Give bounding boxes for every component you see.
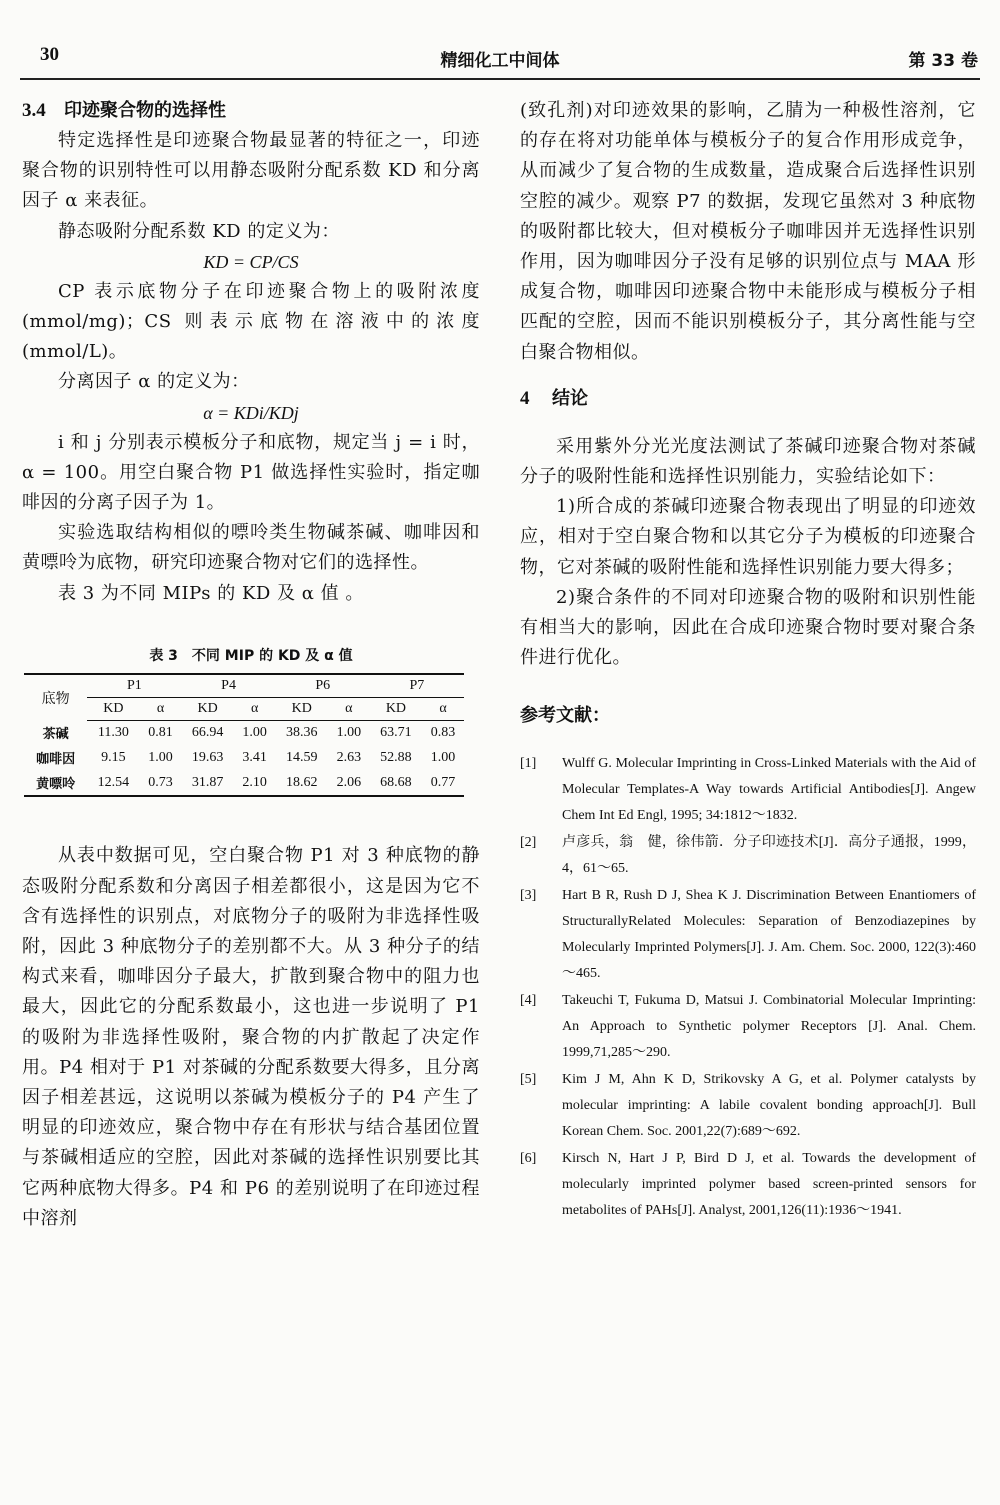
reference-item bbox=[520, 1146, 976, 1224]
paragraph: 静态吸附分配系数 KD 的定义为： bbox=[58, 220, 340, 242]
reference-item bbox=[520, 883, 976, 987]
table-cell: 19.63 bbox=[191, 749, 224, 765]
reference-list bbox=[520, 751, 976, 1224]
group-header: P6 bbox=[276, 674, 370, 698]
paragraph: 特定选择性是印迹聚合物最显著的特征之一，印迹聚合物的识别特性可以用静态吸附分配系数 KD 和分离因子 α 来表征。 bbox=[22, 130, 480, 212]
volume-label: 第 33 卷 bbox=[908, 51, 978, 71]
paragraph: 实验选取结构相似的嘌呤类生物碱茶碱、咖啡因和黄嘌呤为底物，研究印迹聚合物对它们的选择性。 bbox=[22, 522, 480, 574]
section-title: 印迹聚合物的选择性 bbox=[64, 100, 226, 121]
reference-number: [3] bbox=[520, 888, 537, 904]
reference-item bbox=[520, 1067, 976, 1145]
sub-header-alpha: α bbox=[328, 697, 370, 720]
sub-header-kd: KD bbox=[87, 697, 139, 720]
table-cell: 11.30 bbox=[97, 725, 129, 741]
table-cell: 31.87 bbox=[181, 770, 233, 796]
left-column bbox=[22, 96, 480, 1234]
sub-header-alpha: α bbox=[140, 697, 182, 720]
paragraph: i 和 j 分别表示模板分子和底物，规定当 j = i 时，α = 100。用空白聚合物 P1 做选择性实验时，指定咖啡因的分离子因子为 1。 bbox=[22, 431, 480, 514]
table-cell: 0.77 bbox=[422, 770, 464, 796]
page-number: 30 bbox=[40, 44, 59, 65]
sub-header-alpha: α bbox=[422, 697, 464, 720]
sub-header-alpha: α bbox=[234, 697, 276, 720]
table-row bbox=[24, 770, 464, 796]
formula-kd: KD = CP/CS bbox=[203, 251, 299, 272]
table-cell: 2.06 bbox=[328, 770, 370, 796]
reference-number: [1] bbox=[520, 756, 537, 772]
group-header: P1 bbox=[87, 674, 181, 698]
section-title: 结论 bbox=[552, 387, 588, 409]
row-header: 底物 bbox=[24, 674, 87, 721]
table-cell: 2.63 bbox=[336, 749, 362, 765]
right-column bbox=[520, 96, 976, 1225]
table-cell: 2.10 bbox=[234, 770, 276, 796]
section-number: 4 bbox=[520, 387, 530, 409]
page-header bbox=[20, 44, 980, 80]
paragraph: CP 表示底物分子在印迹聚合物上的吸附浓度(mmol/mg)；CS 则表示底物在溶液中的浓度(mmol/L)。 bbox=[22, 280, 480, 363]
table-cell: 12.54 bbox=[87, 770, 139, 796]
reference-item bbox=[520, 830, 976, 882]
reference-item bbox=[520, 751, 976, 829]
formula-alpha: α = KDi/KDj bbox=[203, 402, 299, 423]
reference-text: Kim J M, Ahn K D, Strikovsky A G, et al. Polymer catalysts by molecular imprinting: A labile covalent bonding approach[J]. Bull Korean Chem. Soc. 2001,22(7):689～692. bbox=[562, 1072, 976, 1140]
reference-number: [5] bbox=[520, 1072, 537, 1088]
table-cell: 1.00 bbox=[148, 749, 173, 765]
paragraph: 表 3 为不同 MIPs 的 KD 及 α 值 。 bbox=[58, 582, 364, 604]
reference-text: Wulff G. Molecular Imprinting in Cross-Linked Materials with the Aid of Molecular Templates-A Way towards Artificial Antibodies[J]. Angew Chem Int Ed Engl, 1995; 34:1812～1832. bbox=[562, 756, 976, 824]
table-cell: 9.15 bbox=[101, 749, 126, 765]
paragraph: 从表中数据可见，空白聚合物 P1 对 3 种底物的静态吸附分配系数和分离因子相差都很小，这是因为它不含有选择性的识别点，对底物分子的吸附为非选择性吸附，因此 3 种底物分子的差别都不大。从 3 种分子的结构式来看，咖啡因分子最大，扩散到聚合物中的阻力也最大，因此它的分配系数最小，这也进一步说明了 P1 的吸附为非选择性吸附，聚合物的内扩散起了决定作用。P4 相对于 P1 对茶碱的分配系数要大得多，且分离因子相差甚远，这说明以茶碱为模板分子的 P4 产生了明显的印迹效应，聚合物中存在有形状与结合基团位置与茶碱相适应的空腔，因此对茶碱的选择性识别要比其它两种底物大得多。P4 和 P6 的差别说明了在印迹过程中溶剂 bbox=[22, 845, 480, 1229]
reference-number: [6] bbox=[520, 1151, 537, 1167]
section-number: 3.4 bbox=[22, 100, 46, 121]
substrate-name: 茶碱 bbox=[42, 727, 69, 743]
substrate-name: 黄嘌呤 bbox=[24, 770, 87, 796]
group-header: P7 bbox=[370, 674, 464, 698]
paragraph: 分离因子 α 的定义为： bbox=[58, 371, 250, 393]
table-cell: 63.71 bbox=[380, 725, 412, 741]
table-row bbox=[24, 745, 464, 770]
table-cell: 66.94 bbox=[191, 725, 224, 741]
table-row bbox=[24, 720, 464, 745]
sub-header-kd: KD bbox=[276, 697, 328, 720]
paragraph: 2)聚合条件的不同对印迹聚合物的吸附和识别性能有相当大的影响，因此在合成印迹聚合物时要对聚合条件进行优化。 bbox=[520, 586, 976, 669]
paragraph: 采用紫外分光光度法测试了茶碱印迹聚合物对茶碱分子的吸附性能和选择性识别能力，实验结论如下： bbox=[520, 435, 976, 488]
reference-item bbox=[520, 988, 976, 1066]
journal-title: 精细化工中间体 bbox=[440, 51, 560, 71]
reference-text: Hart B R, Rush D J, Shea K J. Discrimination Between Enantiomers of StructurallyRelated Molecules: Separation of Benzodiazepines by Molecularly Imprinted Polymers[J]. J. Am. Chem. Soc. 2000, 122(3):460～465. bbox=[562, 888, 976, 982]
section-4-heading bbox=[520, 384, 976, 414]
reference-text: 卢彦兵，翁 健，徐伟箭．分子印迹技术[J]．高分子通报，1999，4，61～65. bbox=[562, 835, 976, 877]
references-heading: 参考文献： bbox=[520, 705, 610, 727]
table-cell: 1.00 bbox=[430, 749, 456, 765]
group-header: P4 bbox=[181, 674, 275, 698]
table-cell: 68.68 bbox=[370, 770, 422, 796]
reference-text: Kirsch N, Hart J P, Bird D J, et al. Towards the development of molecularly imprinted polymer based screen-printed sensors for metabolites of PAHs[J]. Analyst, 2001,126(11):1936～1941. bbox=[562, 1151, 976, 1219]
table-cell: 1.00 bbox=[336, 725, 362, 741]
table-cell: 18.62 bbox=[276, 770, 328, 796]
reference-text: Takeuchi T, Fukuma D, Matsui J. Combinatorial Molecular Imprinting: An Approach to Synthetic polymer Receptors [J]. Anal. Chem. 1999,71,285～290. bbox=[562, 993, 976, 1061]
substrate-name: 咖啡因 bbox=[36, 752, 76, 768]
data-table bbox=[24, 673, 464, 798]
table-cell: 0.81 bbox=[148, 725, 173, 741]
sub-header-kd: KD bbox=[370, 697, 422, 720]
table-cell: 0.73 bbox=[140, 770, 182, 796]
paragraph: (致孔剂)对印迹效果的影响，乙腈为一种极性溶剂，它的存在将对功能单体与模板分子的复合作用形成竞争，从而减少了复合物的生成数量，造成聚合后选择性识别空腔的减少。观察 P7 的数据，发现它虽然对 3 种底物的吸附都比较大，但对模板分子咖啡因并无选择性识别作用，因为咖啡因分子没有足够的识别位点与 MAA 形成复合物，咖啡因印迹聚合物中未能形成与模板分子相匹配的空腔，因而不能识别模板分子，其分离性能与空白聚合物相似。 bbox=[520, 100, 976, 363]
table-cell: 52.88 bbox=[380, 749, 412, 765]
paragraph: 1)所合成的茶碱印迹聚合物表现出了明显的印迹效应，相对于空白聚合物和以其它分子为模板的印迹聚合物，它对茶碱的吸附性能和选择性识别能力要大得多； bbox=[520, 496, 976, 578]
sub-header-kd: KD bbox=[181, 697, 233, 720]
table-cell: 3.41 bbox=[242, 749, 267, 765]
reference-number: [4] bbox=[520, 993, 537, 1009]
table-cell: 1.00 bbox=[242, 725, 267, 741]
table-cell: 14.59 bbox=[286, 749, 318, 765]
reference-number: [2] bbox=[520, 835, 537, 851]
section-3-4-heading bbox=[22, 96, 480, 126]
table-cell: 0.83 bbox=[430, 725, 456, 741]
table-caption: 表 3 不同 MIP 的 KD 及 α 值 bbox=[149, 647, 353, 664]
table-cell: 38.36 bbox=[286, 725, 318, 741]
